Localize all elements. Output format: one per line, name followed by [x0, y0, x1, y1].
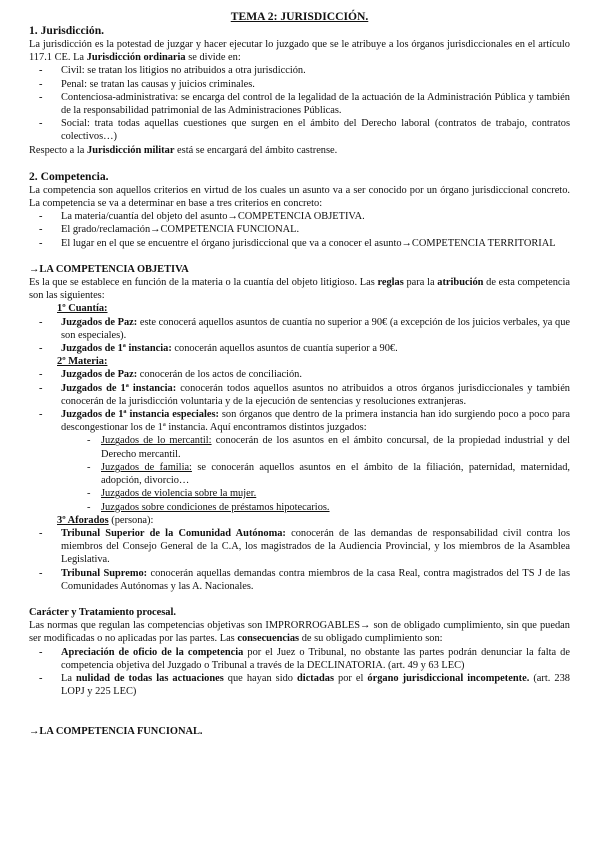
- list-item: [29, 567, 570, 593]
- jurisdiccion-militar: [29, 144, 570, 157]
- aforados-list: [29, 527, 570, 593]
- section-heading-competencia: 2. Competencia.: [29, 169, 109, 183]
- bold-term: Juzgados de 1ª instancia especiales:: [61, 409, 219, 421]
- list-item: [29, 382, 570, 408]
- list-item: [29, 342, 570, 355]
- text-run: La jurisdicción es la potestad de juzgar y hacer ejecutar lo juzgado que se le atribuye a los órganos jurisdiccionales en el artículo 117.1 CE. La: [29, 39, 570, 64]
- juzgados-especiales-list: [87, 434, 570, 513]
- text-run: conocerán de los asuntos en el ámbito concursal, de la propiedad industrial y del Derecho mercantil.: [101, 435, 570, 460]
- list-item: [29, 646, 570, 672]
- text-run: (persona):: [108, 514, 154, 526]
- bold-term: Juzgados de 1ª instancia:: [61, 382, 177, 394]
- list-item: [29, 672, 570, 698]
- list-item: [87, 461, 570, 487]
- spacer: [29, 698, 570, 711]
- bold-term: Tribunal Superior de la Comunidad Autónoma:: [61, 527, 286, 539]
- cuantia-list: [29, 316, 570, 356]
- objetiva-intro: [29, 276, 570, 302]
- spacer: [29, 593, 570, 606]
- heading-competencia-funcional: →LA COMPETENCIA FUNCIONAL.: [29, 726, 203, 738]
- list-item: - Civil: se tratan los litigios no atribuidos a otra jurisdicción.: [29, 64, 570, 77]
- text-run: Es la que se establece en función de la materia o la cuantía del objeto litigioso. Las: [29, 277, 378, 289]
- subheading-aforados: [29, 514, 570, 527]
- heading-caracter: Carácter y Tratamiento procesal.: [29, 606, 176, 618]
- list-item: [29, 527, 570, 567]
- bold-term: nulidad de todas las actuaciones: [76, 672, 224, 684]
- spacer: [29, 250, 570, 263]
- bold-term: consecuencias: [237, 633, 300, 645]
- bold-term: 3º Aforados: [57, 514, 109, 526]
- spacer: [29, 711, 570, 725]
- competencia-intro: La competencia son aquellos criterios en virtud de los cuales un asunto va a ser conocido por un órgano jurisdiccional concreto. La competencia se va a determinar en base a tres criterios en concreto:: [29, 184, 570, 210]
- text-run: este conocerá aquellos asuntos de cuantía no superior a 90€ (a excepción de los juicios verbales, ya que son especiales).: [61, 316, 571, 341]
- text-run: por el: [333, 672, 368, 684]
- list-item: [29, 368, 570, 381]
- bold-term: Jurisdicción ordinaria: [86, 52, 186, 64]
- document-title: TEMA 2: JURISDICCIÓN.: [230, 10, 369, 23]
- text-run: conocerán de las demandas de responsabilidad civil contra los miembros del Consejo General de la C.A, los magistrados de la Audiencia Provincial, y los miembros de la Asamblea Legislativa.: [61, 527, 570, 566]
- bold-term: Juzgados de Paz:: [61, 369, 138, 381]
- text-run: por el Juez o Tribunal, no obstante las partes podrán denunciar la falta de competencia objetiva del Juzgado o Tribunal a través de la DECLINATORIA. (art. 49 y 63 LEC): [61, 646, 570, 671]
- subheading-materia: 2º Materia:: [57, 356, 108, 368]
- bold-term: órgano jurisdiccional incompetente.: [367, 672, 530, 684]
- text-run: conocerán aquellas demandas contra miembros de la casa Real, contra magistrados del TS J de las Comunidades Autónomas y las A. Nacionales.: [61, 567, 570, 592]
- list-item: [29, 316, 570, 342]
- bold-term: dictadas: [297, 672, 334, 684]
- list-item: [87, 434, 570, 460]
- text-run: conocerán aquellos asuntos de cuantía superior a 90€.: [171, 343, 398, 355]
- list-item: - El grado/reclamación→COMPETENCIA FUNCIONAL.: [29, 223, 570, 236]
- bold-term: atribución: [437, 277, 484, 289]
- list-item: - La materia/cuantía del objeto del asunto→COMPETENCIA OBJETIVA.: [29, 210, 570, 223]
- bold-term: Jurisdicción militar: [87, 144, 175, 156]
- list-item: - El lugar en el que se encuentre el órgano jurisdiccional que va a conocer el asunto→COMPETENCIA TERRITORIAL: [29, 237, 570, 250]
- list-item: - Contenciosa-administrativa: se encarga del control de la legalidad de la actuación de la Administración Pública y también de la responsabilidad patrimonial de las Administraciones Públicas.: [29, 91, 570, 117]
- text-run: Las normas que regulan las competencias objetivas son IMPRORROGABLES→ son de obligado cumplimiento, sin que puedan ser modificadas o no aplicadas por las partes. Las: [29, 620, 570, 645]
- bold-term: Apreciación de oficio de la competencia: [61, 646, 244, 658]
- text-run: de esta competencia son las siguientes:: [29, 277, 570, 302]
- subheading-cuantia: 1º Cuantía:: [57, 303, 108, 315]
- bold-term: Juzgados de Paz:: [61, 316, 138, 328]
- materia-list: [29, 368, 570, 434]
- text-run: se divide en:: [185, 52, 241, 64]
- caracter-intro: [29, 619, 570, 645]
- consecuencias-list: [29, 646, 570, 699]
- underlined-term: Juzgados de violencia sobre la mujer.: [101, 488, 257, 500]
- underlined-term: Juzgados sobre condiciones de préstamos hipotecarios.: [101, 501, 330, 513]
- spacer: [29, 157, 570, 170]
- text-run: que hayan sido: [223, 672, 298, 684]
- bold-term: reglas: [377, 277, 404, 289]
- jurisdiccion-list: [29, 64, 570, 143]
- competencia-criteria-list: [29, 210, 570, 250]
- section-heading-jurisdiccion: 1. Jurisdicción.: [29, 24, 105, 37]
- text-run: son órganos que dentro de la primera instancia han ido surgiendo poco a poco para descongestionar los de 1ª instancia. Aquí encontramos distintos juzgados:: [61, 409, 570, 434]
- underlined-term: Juzgados de lo mercantil:: [101, 435, 212, 447]
- text-run: está se encargará del ámbito castrense.: [174, 144, 338, 156]
- text-run: La: [61, 672, 76, 684]
- text-run: se conocerán aquellos asuntos en el ámbito de la filiación, paternidad, maternidad, adopción, divorcio…: [101, 461, 570, 487]
- list-item: [87, 487, 570, 500]
- list-item: [29, 408, 570, 434]
- text-run: de su obligado cumplimiento son:: [299, 633, 443, 645]
- bold-term: Tribunal Supremo:: [61, 567, 148, 579]
- text-run: Respecto a la: [29, 144, 87, 156]
- text-run: para la: [403, 277, 438, 289]
- jurisdiccion-intro: [29, 38, 570, 64]
- bold-term: Juzgados de 1ª instancia:: [61, 343, 172, 355]
- underlined-term: Juzgados de familia:: [101, 461, 192, 473]
- list-item: - Penal: se tratan las causas y juicios criminales.: [29, 78, 570, 91]
- text-run: conocerán de los actos de conciliación.: [137, 369, 302, 381]
- list-item: - Social: trata todas aquellas cuestiones que surgen en el ámbito del Derecho laboral (contratos de trabajo, contratos colectivos…): [29, 117, 570, 143]
- heading-competencia-objetiva: →LA COMPETENCIA OBJETIVA: [29, 263, 189, 275]
- text-run: conocerán todos aquellos asuntos no atribuidos a otros órganos jurisdiccionales y también conocerán de la jurisdicción voluntaria y de la ejecución de sentencias y resoluciones extranjeras.: [61, 382, 570, 407]
- text-run: (art. 238 LOPJ y 225 LEC): [61, 672, 570, 698]
- list-item: [87, 501, 570, 514]
